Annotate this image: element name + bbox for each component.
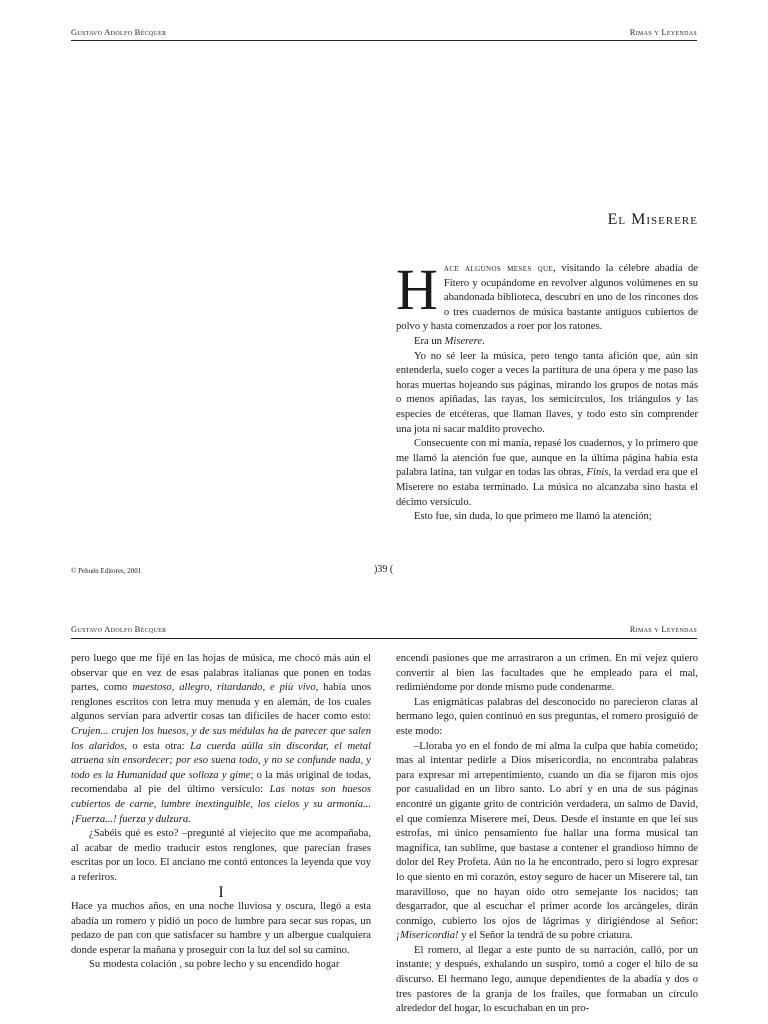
page1-text-column [396, 262, 698, 537]
italic-text: La cuerda aúlla sin discordar, el metal atruena sin ensordecer; por eso suena todo, y no se confunde nada, y todo es la Humanidad que solloza y gime [71, 740, 371, 781]
running-head [71, 27, 697, 41]
italic-text: ¡Misericordia! [396, 930, 459, 942]
paragraph: ¿Sabéis qué es esto? –pregunté al viejecito que me acompañaba, al acabar de medio traducir estos renglones, que parecían frases escritas por un loco. El anciano me contó entonces la leyenda que voy a referiros. [71, 828, 371, 883]
text: , la verdad era que el Miserere no estaba terminado. La música no alcanzaba sino hasta el décimo versículo. [396, 467, 698, 508]
paragraph: Su modesta colación , su pobre lecho y su encendido hogar [89, 959, 340, 971]
text: –Lloraba yo en el fondo de mi alma la culpa que había cometido; mas al intentar pedirle a Dios misericordia, no encontraba palabras para expresar mi arrepentimiento, cuando un día se fijaron mis ojos por casualidad en un libro santo. Lo abrí y en una de sus páginas encontré un gigante grito de contrición verdadera, un salmo de David, el que comienza Miserere mei, Deus. Desde el instante en que leí sus estrofas, mi único pensamiento fue hallar una forma musical tan magnífica, tan sublime, que bastase a contener el grandioso himno de dolor del Rey Profeta. Aún no la he encontrado, pero si logro expresar lo que siento en mi corazón, estoy seguro de hacer un Miserere tal, tan maravilloso, que no hayan oído otro semejante los nacidos; tan desgarrador, que al escuchar el primer acorde los arcángeles, dirán conmigo, cubierto los ojos de lágrimas y dirigiéndose al Señor: [396, 740, 698, 927]
right-text-column [396, 652, 698, 1024]
running-head-author: Gustavo Adolfo Bécquer [71, 27, 167, 37]
paragraph: Esto fue, sin duda, lo que primero me llamó la atención; [414, 511, 652, 523]
running-head-author: Gustavo Adolfo Bécquer [71, 624, 167, 634]
running-head [71, 624, 697, 638]
left-text-column [71, 652, 371, 1024]
paragraph-text: , visitando la célebre abadía de Fitero y ocupándome en revolver algunos volúmenes en su abandonada biblioteca, descubrí en uno de los rincones dos o tres cuadernos de música bastante antiguos cubiertos de polvo y hasta comenzados a roer por los ratones. [396, 263, 698, 333]
italic-text: Finis [586, 467, 609, 479]
running-head-book: Rimas y Leyendas [629, 624, 697, 634]
header-rule [71, 638, 697, 639]
text: ; o la más original de todas, recomendaba al pie del último versículo: [71, 769, 371, 796]
chapter-title: El Miserere [607, 211, 698, 228]
text: Era un [414, 335, 445, 347]
drop-cap: H [396, 262, 438, 322]
italic-text: maestoso, allegro, ritardando, e più vivo [132, 682, 316, 694]
paragraph [71, 652, 371, 827]
page-number: )39 ( [374, 564, 394, 575]
paragraph [396, 437, 698, 510]
text: Consecuente con mi manía, repasé los cuadernos, y lo primero que me llamó la atención fue que, aunque en la última página había esta palabra latina, tan vulgar en todas las obras, [396, 438, 698, 479]
paragraph [396, 335, 698, 350]
italic-text: Miserere [444, 335, 483, 347]
section-number: I [218, 883, 224, 901]
text: . [482, 335, 485, 347]
paragraph [396, 262, 698, 335]
paragraph [396, 740, 698, 944]
text: y el Señor la tendrá de su pobre criatura. [458, 930, 633, 942]
running-head-book: Rimas y Leyendas [629, 27, 697, 37]
header-rule [71, 40, 697, 41]
paragraph: Las enigmáticas palabras del desconocido no parecieron claras al hermano lego, quien continuó en sus preguntas, el romero prosiguió de este modo: [396, 696, 698, 737]
copyright: © Pehuén Editores, 2001 [71, 567, 142, 575]
lead-in: ace algunos meses que [443, 263, 554, 274]
italic-text: Crujen... crujen los huesos, y de sus médulas ha de parecer que salen los alaridos [71, 725, 371, 752]
text: pero luego que me fijé en las hojas de música, me chocó más aún el observar que en vez de esas palabras italianas que ponen en todas partes, como [71, 653, 371, 694]
paragraph: encendí pasiones que me arrastraron a un crimen. En mi vejez quiero convertir al bien las facultades que he empleado para el mal, redimiéndome por donde mismo pude condenarme. [396, 653, 698, 694]
italic-text: Las notas son huesos cubiertos de carne, lumbre inextinguible, los cielos y su armonía... ¡Fuerza...! fuerza y dulzura. [71, 784, 371, 825]
paragraph: El romero, al llegar a este punto de su narración, calló, por un instante; y después, exhalando un suspiro, tomó a coger el hilo de su discurso. El hermano lego, aunque dependientes de la abadía y dos o tres pastores de la granja de los frailes, que formaban un círculo alrededor del hogar, lo escuchaban en un pro- [396, 944, 698, 1015]
paragraph: Yo no sé leer la música, pero tengo tanta afición que, aún sin entenderla, suelo coger a veces la partitura de una ópera y me paso las horas muertas hojeando sus páginas, mirando los grupos de notas más o menos apiñadas, las rayas, los semicírculos, los triángulos y las especies de etcéteras, que llaman llaves, y todo esto sin comprender una jota ni sacar maldito provecho. [396, 350, 698, 435]
paragraph: Hace ya muchos años, en una noche lluviosa y oscura, llegó a esta abadía un romero y pidió un poco de lumbre para secar sus ropas, un pedazo de pan con que satisfacer su hambre y un albergue cualquiera donde esperar la mañana y proseguir con la luz del sol su camino. [71, 901, 371, 956]
page-40 [0, 616, 768, 1024]
text: , había unos renglones escritos con letra muy menuda y en alemán, de los cuales algunos servían para advertir cosas tan difíciles de hacer como esto: [71, 682, 371, 723]
text: , o esta otra: [124, 740, 191, 752]
